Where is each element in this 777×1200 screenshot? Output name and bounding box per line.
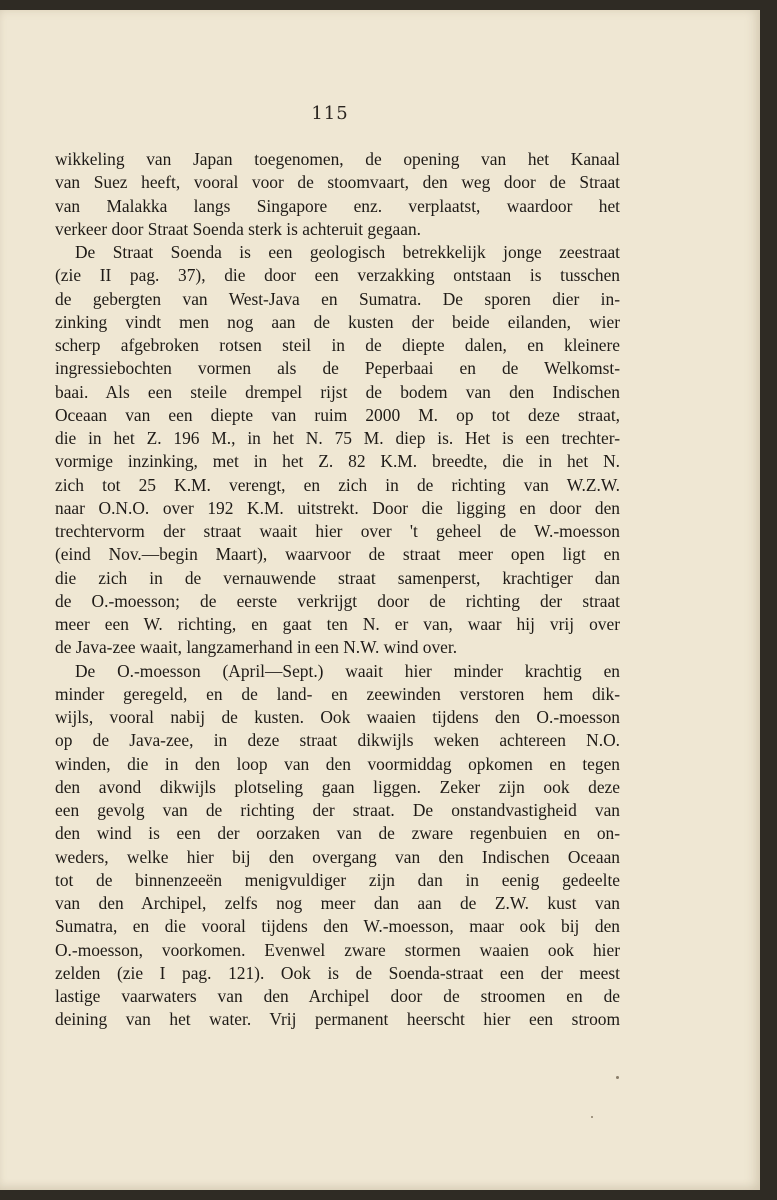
book-page <box>0 10 760 1190</box>
text-line: de gebergten van West-Java en Sumatra. De sporen dier in- <box>55 288 620 309</box>
text-line: wijls, vooral nabij de kusten. Ook waaien tijdens den O.-moesson <box>55 707 620 727</box>
text-line: zelden (zie I pag. 121). Ook is de Soenda-straat een der meest <box>55 962 620 983</box>
paragraph-1 <box>55 148 620 241</box>
text-line: meer een W. richting, en gaat ten N. er van, waar hij vrij over <box>55 614 620 634</box>
text-line: De O.-moesson (April—Sept.) waait hier minder krachtig en <box>75 660 620 681</box>
text-line: zinking vindt men nog aan de kusten der beide eilanden, wier <box>55 311 620 332</box>
text-line: verkeer door Straat Soenda sterk is achteruit gegaan. <box>55 218 422 239</box>
text-line: op de Java-zee, in deze straat dikwijls weken achtereen N.O. <box>55 730 620 751</box>
text-line: naar O.N.O. over 192 K.M. uitstrekt. Door die ligging en door den <box>55 497 620 518</box>
text-line: De Straat Soenda is een geologisch betrekkelijk jonge zeestraat <box>75 242 620 262</box>
text-line: de Java-zee waait, langzamerhand in een N.W. wind over. <box>55 637 458 658</box>
text-line: minder geregeld, en de land- en zeewinden verstoren hem dik- <box>55 683 620 704</box>
paper-speck <box>616 1076 619 1079</box>
text-line: van Malakka langs Singapore enz. verplaatst, waardoor het <box>55 195 620 216</box>
text-line: een gevolg van de richting der straat. De onstandvastigheid van <box>55 800 620 820</box>
text-line: winden, die in den loop van den voormiddag opkomen en tegen <box>55 753 620 774</box>
paragraph-3 <box>55 660 620 1032</box>
text-line: O.-moesson, voorkomen. Evenwel zware stormen waaien ook hier <box>55 939 620 960</box>
text-line: lastige vaarwaters van den Archipel door de stroomen en de <box>55 986 620 1006</box>
text-line: den wind is een der oorzaken van de zware regenbuien en on- <box>55 823 620 844</box>
text-line: den avond dikwijls plotseling gaan liggen. Zeker zijn ook deze <box>55 776 620 797</box>
text-line: ingressiebochten vormen als de Peperbaai en de Welkomst- <box>55 358 620 379</box>
text-line: scherp afgebroken rotsen steil in de diepte dalen, en kleinere <box>55 335 620 355</box>
text-line: deining van het water. Vrij permanent heerscht hier een stroom <box>55 1009 620 1030</box>
text-line: van den Archipel, zelfs nog meer dan aan de Z.W. kust van <box>55 893 620 913</box>
text-line: de O.-moesson; de eerste verkrijgt door de richting der straat <box>55 590 620 611</box>
text-line: (zie II pag. 37), die door een verzakking ontstaan is tusschen <box>55 265 620 286</box>
text-line: weders, welke hier bij den overgang van den Indischen Oceaan <box>55 846 620 867</box>
text-line: trechtervorm der straat waait hier over 't geheel de W.-moesson <box>55 521 620 541</box>
text-line: van Suez heeft, vooral voor de stoomvaart, den weg door de Straat <box>55 172 620 193</box>
text-line: baai. Als een steile drempel rijst de bodem van den Indischen <box>55 381 620 402</box>
text-line: die in het Z. 196 M., in het N. 75 M. diep is. Het is een trechter- <box>55 428 620 448</box>
text-line: Oceaan van een diepte van ruim 2000 M. op tot deze straat, <box>55 404 620 425</box>
page-number: 115 <box>311 103 349 124</box>
text-line: zich tot 25 K.M. verengt, en zich in de richting van W.Z.W. <box>55 474 620 495</box>
text-line: vormige inzinking, met in het Z. 82 K.M. breedte, die in het N. <box>55 451 620 472</box>
text-line: wikkeling van Japan toegenomen, de opening van het Kanaal <box>55 149 620 169</box>
body-text <box>55 148 620 1032</box>
paragraph-2 <box>55 241 620 660</box>
text-line: Sumatra, en die vooral tijdens den W.-moesson, maar ook bij den <box>55 916 620 937</box>
paper-speck <box>591 1116 593 1118</box>
text-line: tot de binnenzeeën menigvuldiger zijn dan in eenig gedeelte <box>55 869 620 890</box>
text-line: (eind Nov.—begin Maart), waarvoor de straat meer open ligt en <box>55 544 620 565</box>
text-line: die zich in de vernauwende straat samenperst, krachtiger dan <box>55 567 620 588</box>
